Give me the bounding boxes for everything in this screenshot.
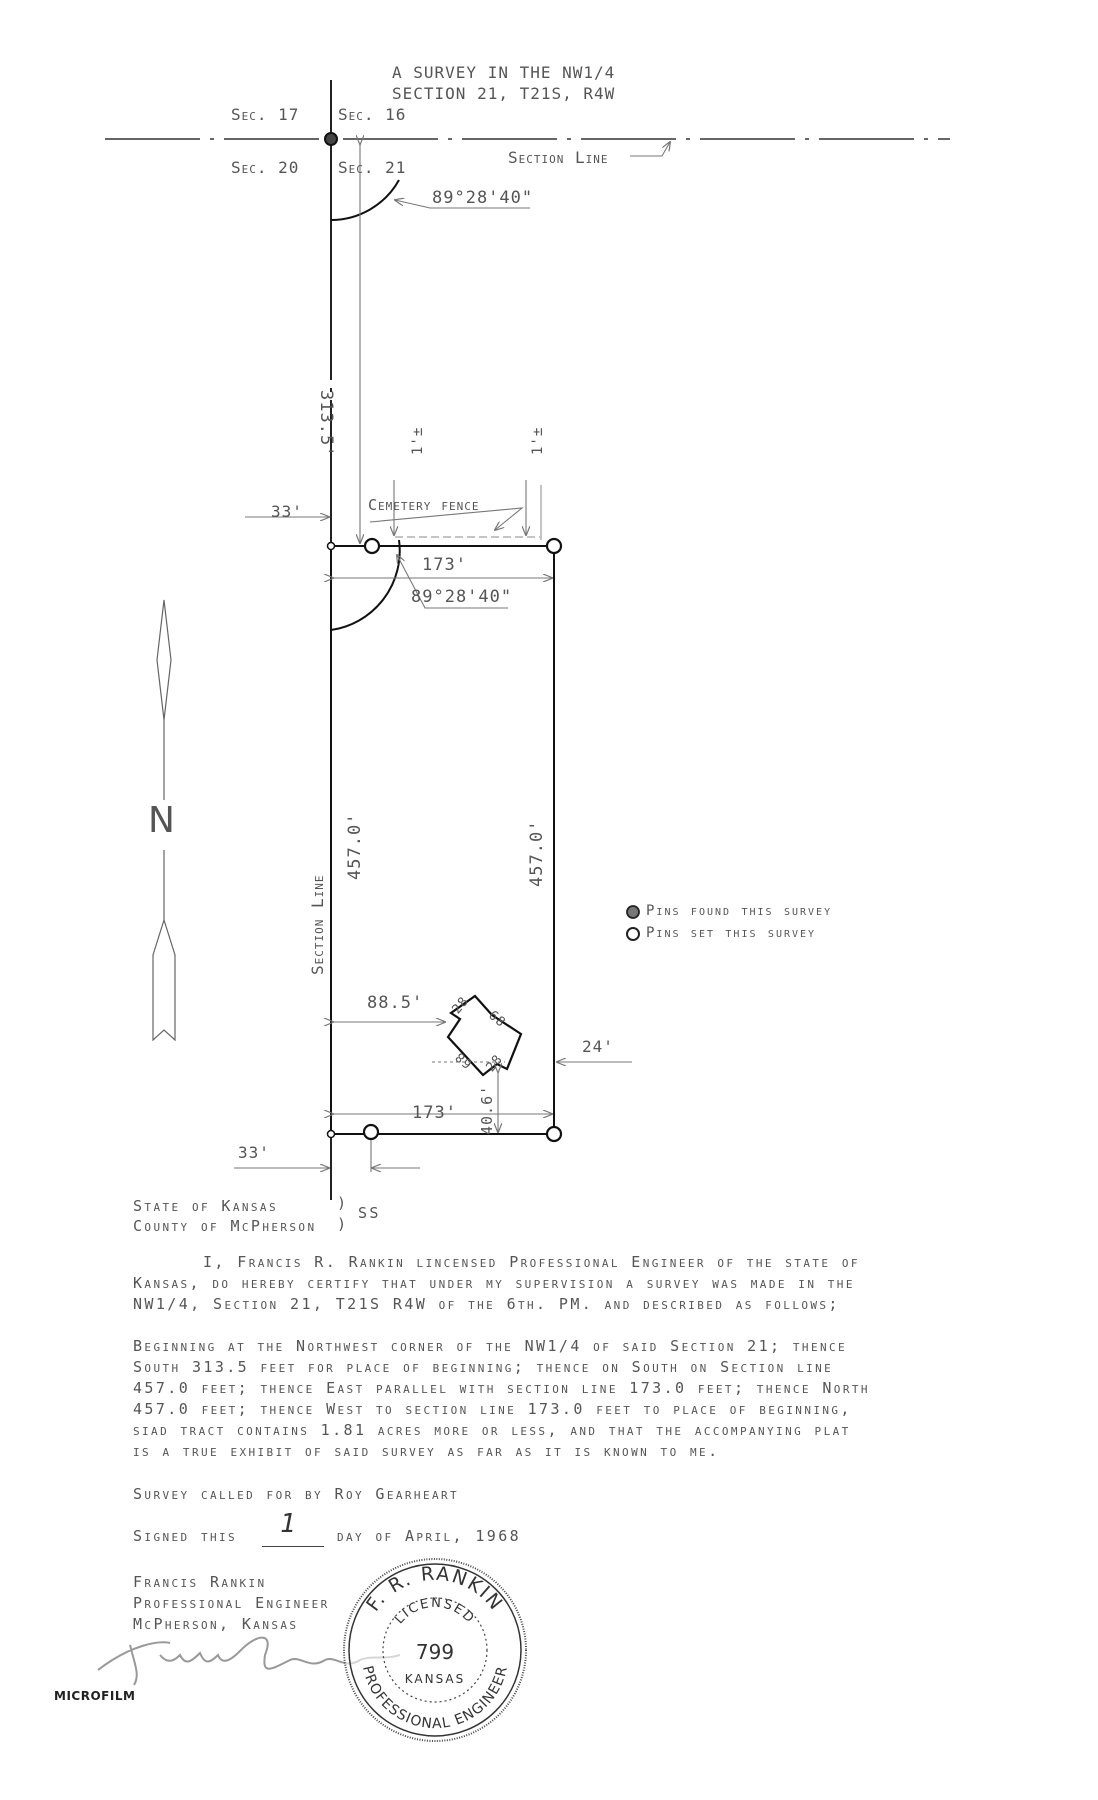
legend-found-icon	[627, 906, 639, 918]
legend-set-icon	[627, 928, 639, 940]
pin-found-corner	[328, 543, 335, 550]
microfilm-stamp: MICROFILM	[54, 1689, 136, 1703]
signed-suffix: day of April, 1968	[337, 1527, 522, 1545]
pin-found	[325, 133, 337, 145]
north-label: N	[148, 800, 176, 841]
survey-called-for: Survey called for by Roy Gearheart	[133, 1485, 460, 1503]
seal-number: 799	[415, 1640, 455, 1664]
county-line: County of McPherson	[133, 1217, 317, 1235]
angle-arc-lower	[331, 540, 400, 630]
svg-text:Francis Rankin: Francis Rankin	[150, 1685, 158, 1686]
engineer-seal	[340, 1555, 530, 1745]
description-line: South 313.5 feet for place of beginning; thence on South on Section line	[133, 1358, 834, 1376]
pin-set	[547, 539, 561, 553]
pin-found-corner	[328, 1131, 335, 1138]
distance-173-top: 173'	[422, 555, 467, 575]
cemetery-fence-label: Cemetery fence	[368, 496, 480, 514]
distance-33-bottom: 33'	[238, 1143, 270, 1162]
building-dim-68b: 68	[452, 1048, 476, 1071]
angle-label-lower: 89°28'40"	[411, 587, 513, 607]
description-line: Beginning at the Northwest corner of the NW1/4 of said Section 21; thence	[133, 1337, 848, 1355]
signed-prefix: Signed this	[133, 1527, 238, 1545]
distance-88: 88.5'	[367, 993, 424, 1013]
distance-457-left: 457.0'	[345, 812, 365, 880]
distance-1-right: 1'±	[530, 426, 546, 455]
certification-line: NW1/4, Section 21, T21S R4W of the 6th. PM. and described as follows;	[133, 1295, 840, 1313]
section-17-label: Sec. 17	[231, 105, 300, 124]
angle-arc-top	[331, 180, 399, 220]
seal-licensed: LICENSED	[391, 1595, 478, 1628]
bracket-1: )	[337, 1194, 349, 1212]
distance-173-bottom: 173'	[412, 1103, 457, 1123]
legend-found-text: Pins found this survey	[646, 903, 833, 919]
engineer-name: Francis Rankin	[133, 1573, 267, 1591]
ss-mark: SS	[358, 1204, 381, 1222]
bracket-2: )	[337, 1215, 349, 1233]
building-dim-28a: 28	[449, 993, 473, 1018]
legend-set-text: Pins set this survey	[646, 925, 817, 941]
description-line: 457.0 feet; thence West to section line 173.0 feet to place of beginning,	[133, 1400, 852, 1418]
distance-1-left: 1'±	[410, 426, 426, 455]
distance-313: 313.5'	[316, 390, 336, 458]
building-dim-28b: 28	[483, 1051, 507, 1076]
seal-profession: PROFESSIONAL ENGINEER	[358, 1664, 512, 1733]
survey-title-2: SECTION 21, T21S, R4W	[392, 84, 616, 103]
section-21-label: Sec. 21	[338, 158, 407, 177]
engineer-city: McPherson, Kansas	[133, 1615, 299, 1633]
section-16-label: Sec. 16	[338, 105, 407, 124]
distance-33-top: 33'	[271, 502, 303, 521]
survey-title-1: A SURVEY IN THE NW1/4	[392, 63, 616, 82]
certification-line: I, Francis R. Rankin lincensed Professional Engineer of the state of	[203, 1253, 860, 1271]
section-line-vertical-label: Section Line	[308, 874, 327, 975]
engineer-title: Professional Engineer	[133, 1594, 330, 1612]
pin-set	[364, 1125, 378, 1139]
description-line: is a true exhibit of said survey as far as it is known to me.	[133, 1442, 720, 1460]
distance-24: 24'	[582, 1037, 614, 1056]
description-line: 457.0 feet; thence East parallel with section line 173.0 feet; thence North	[133, 1379, 870, 1397]
section-20-label: Sec. 20	[231, 158, 300, 177]
pin-set	[365, 539, 379, 553]
seal-state: KANSAS	[404, 1672, 466, 1686]
section-line-label: Section Line	[508, 148, 609, 167]
distance-457-right: 457.0'	[527, 819, 547, 887]
building-dim-68a: 68	[485, 1008, 509, 1031]
angle-label-top: 89°28'40"	[432, 188, 534, 208]
certification-line: Kansas, do hereby certify that under my supervision a survey was made in the	[133, 1274, 855, 1292]
signed-day-underline	[262, 1546, 324, 1547]
state-line: State of Kansas	[133, 1197, 278, 1215]
seal-name: F. R. RANKIN	[362, 1562, 508, 1616]
distance-40-6: 40.6'	[478, 1084, 496, 1135]
pin-set	[547, 1127, 561, 1141]
description-line: siad tract contains 1.81 acres more or less, and that the accompanying plat	[133, 1421, 851, 1439]
signed-day: 1	[280, 1509, 299, 1539]
